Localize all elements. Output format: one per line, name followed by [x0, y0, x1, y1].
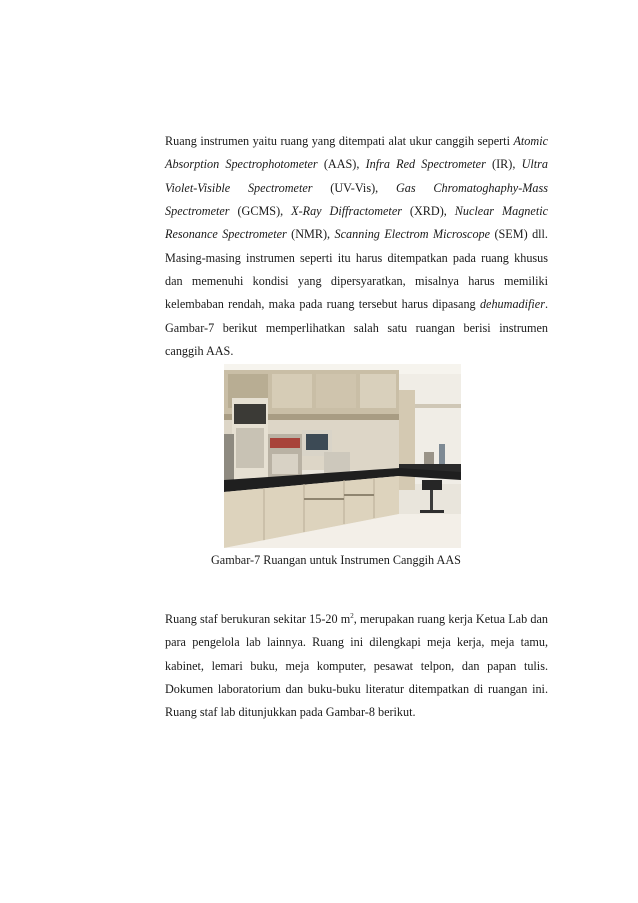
- paragraph-staff-room: [165, 608, 548, 724]
- text-run: (GCMS),: [229, 204, 292, 219]
- text-run: (XRD),: [401, 204, 455, 219]
- text-run: (AAS),: [317, 157, 366, 172]
- italic-term: Nuclear Magnetic Resonance Spectrometer: [165, 204, 548, 242]
- figure-caption: Gambar-7 Ruangan untuk Instrumen Canggih AAS: [211, 553, 461, 567]
- text-run: (IR),: [485, 157, 522, 172]
- text-run: , merupakan ruang kerja Ketua Lab dan para pengelola lab lainnya. Ruang ini dilengkapi meja kerja, meja tamu, kabinet, lemari buku, meja komputer, pesawat telpon, dan papan tulis. Dokumen laboratorium dan buku-buku literatur ditempatkan di ruangan ini. Ruang staf lab ditunjukkan pada Gambar-8 berikut.: [165, 612, 548, 720]
- superscript: 2: [350, 612, 354, 621]
- italic-term: Ultra Violet-Visible Spectrometer: [165, 157, 548, 195]
- text-run: (SEM) dll. Masing-masing instrumen seperti itu harus ditempatkan pada ruang khusus dan memenuhi kondisi yang dipersyaratkan, misalnya harus memiliki kelembaban rendah, maka pada ruang tersebut harus dipasang: [165, 227, 548, 312]
- italic-term: dehumadifier: [479, 297, 545, 312]
- text-run: Ruang instrumen yaitu ruang yang ditempati alat ukur canggih seperti: [165, 134, 514, 149]
- paragraph-instrument-room: [165, 130, 548, 363]
- text-run: Ruang staf berukuran sekitar 15-20 m: [165, 612, 351, 627]
- text-run: (UV-Vis),: [312, 180, 396, 195]
- text-run: . Gambar-7 berikut memperlihatkan salah satu ruangan berisi instrumen canggih AAS.: [165, 297, 548, 358]
- text-run: (NMR),: [286, 227, 335, 242]
- lab-photo-illustration: [224, 364, 461, 548]
- italic-term: Atomic Absorption Spectrophotometer: [165, 134, 548, 172]
- italic-term: Gas Chromatoghaphy-Mass Spectrometer: [165, 180, 548, 219]
- lab-room-photo: [224, 364, 461, 548]
- italic-term: Infra Red Spectrometer: [365, 157, 486, 172]
- italic-term: Scanning Electrom Microscope: [334, 227, 491, 242]
- italic-term: X-Ray Diffractometer: [291, 204, 402, 219]
